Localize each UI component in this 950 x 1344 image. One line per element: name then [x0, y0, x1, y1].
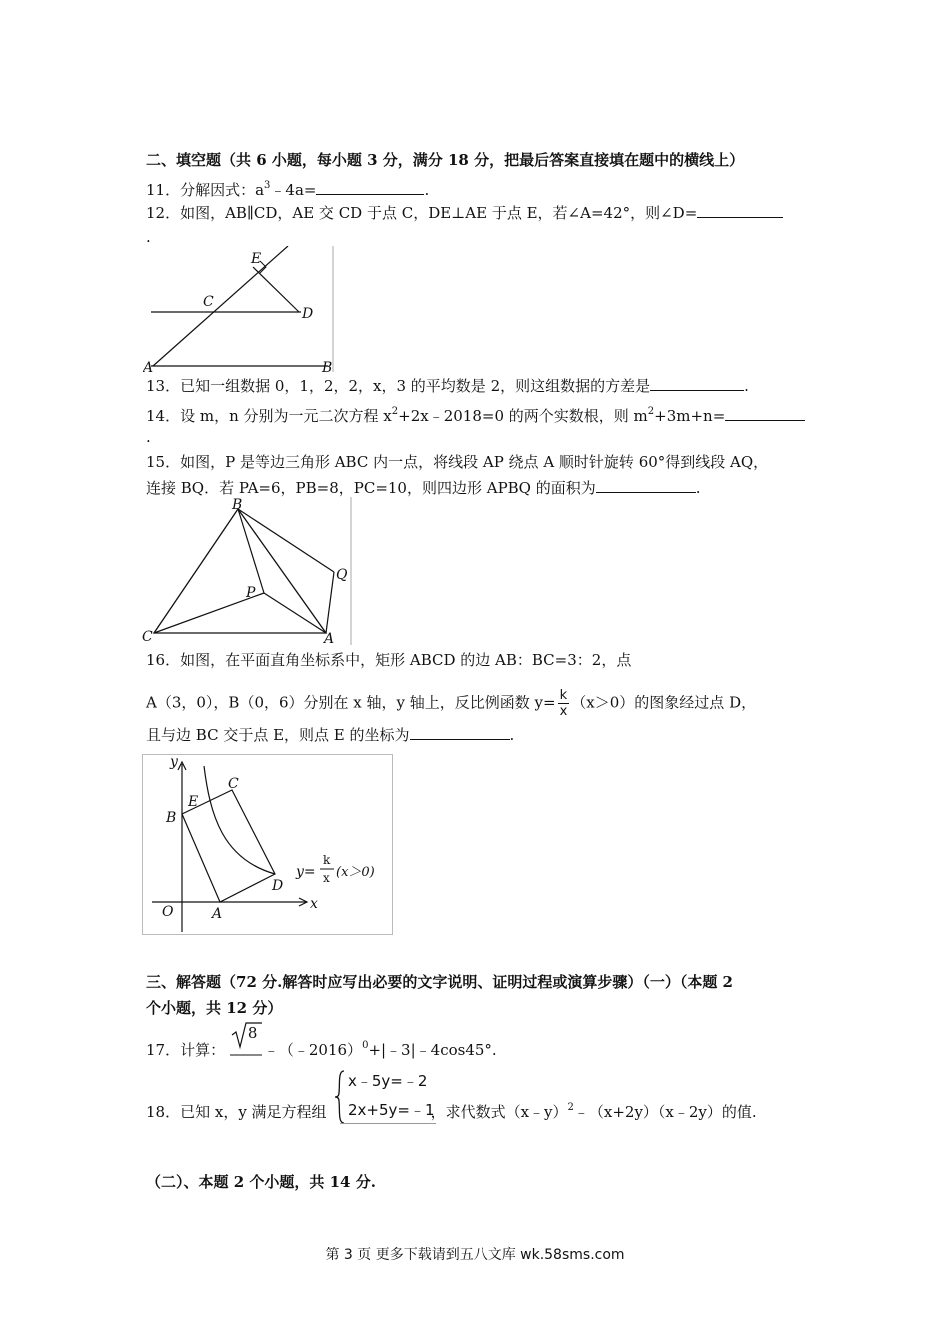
label-C: C — [142, 629, 153, 645]
sqrt-expression: 8 — [230, 1041, 264, 1061]
question-13: 13．已知一组数据 0，1，2，2，x，3 的平均数是 2，则这组数据的方差是 . — [146, 377, 749, 395]
answer-blank — [650, 376, 744, 391]
label-D: D — [302, 306, 314, 322]
label-B: B — [322, 360, 333, 372]
question-11: 11．分解因式：$a^3﹣4a=$ . — [146, 180, 430, 199]
label-x-axis: x — [310, 896, 318, 912]
label-E: E — [188, 794, 199, 810]
figure-q12-parallel-lines — [143, 246, 337, 372]
label-A: A — [324, 631, 335, 645]
label-D: D — [272, 878, 284, 894]
system-underline — [340, 1123, 436, 1124]
label-C: C — [203, 294, 214, 310]
equation-1: x﹣5y=﹣2 — [348, 1072, 428, 1090]
label-function-x: x — [323, 871, 330, 885]
figure-q16-coordinate-rectangle — [142, 754, 394, 936]
answer-blank — [410, 725, 510, 740]
section-heading-solutions-line2: 个小题，共 12 分） — [146, 999, 283, 1017]
label-P: P — [246, 585, 256, 601]
section-heading-solutions: 三、解答题（72 分.解答时应写出必要的文字说明、证明过程或演算步骤）（一）（本题 2 — [146, 973, 733, 991]
label-y-axis: y — [170, 754, 178, 770]
figure-q15-equilateral-triangle — [140, 497, 354, 645]
label-C: C — [228, 776, 239, 792]
brace-icon — [334, 1069, 346, 1125]
question-15-line1: 15．如图，P 是等边三角形 ABC 内一点，将线段 AP 绕点 A 顺时针旋转 60°得到线段 AQ， — [146, 453, 769, 471]
label-A: A — [143, 360, 154, 372]
question-16-line1: 16．如图，在平面直角坐标系中，矩形 ABCD 的边 AB：BC=3：2，点 — [146, 651, 632, 669]
fraction-k-over-x: $\frac{k}{x}$ — [559, 688, 568, 719]
page-footer: 第 3 页 更多下载请到五八文库 wk.58sms.com — [325, 1247, 625, 1263]
label-E: E — [251, 251, 262, 267]
equation-system — [334, 1069, 436, 1125]
label-B: B — [166, 810, 177, 826]
label-function-k: k — [323, 853, 331, 867]
part-two-heading: （二）、本题 2 个小题，共 14 分. — [146, 1173, 376, 1191]
label-function-domain: (x＞0) — [336, 865, 375, 880]
question-18: 18．已知 x，y 满足方程组 ，求代数式（x﹣y）$^2$﹣（x+2y）（x﹣2y）的值. — [146, 1102, 757, 1121]
question-14-period: . — [146, 428, 151, 446]
question-16-line2: A（3，0），B（0，6）分别在 x 轴，y 轴上，反比例函数 y= $\frac{k}{x}$ （x＞0）的图象经过点 D， — [146, 688, 757, 719]
answer-blank — [697, 203, 783, 218]
label-Q: Q — [336, 567, 348, 583]
question-17: 17．计算： 8 ﹣（﹣2016）$^0$+|﹣3|﹣4cos45°. — [146, 1036, 497, 1061]
section-heading-fill-in: 二、填空题（共 6 小题，每小题 3 分，满分 18 分，把最后答案直接填在题中的横线上） — [146, 151, 745, 169]
label-O: O — [162, 904, 174, 920]
question-12-period: . — [146, 228, 151, 246]
question-12: 12．如图，AB∥CD，AE 交 CD 于点 C，DE⊥AE 于点 E，若∠A=42°，则∠D= — [146, 203, 783, 223]
question-15-line2: 连接 BQ．若 PA=6，PB=8，PC=10，则四边形 APBQ 的面积为 . — [146, 479, 701, 497]
answer-blank — [596, 478, 696, 493]
answer-blank — [725, 406, 805, 421]
label-A: A — [212, 906, 223, 922]
equation-2: 2x+5y=﹣1 — [348, 1101, 435, 1119]
label-function-y: y= — [296, 864, 316, 880]
sqrt-symbol — [230, 1021, 264, 1061]
label-B: B — [232, 497, 243, 513]
answer-blank — [316, 180, 424, 195]
question-14: 14．设 m，n 分别为一元二次方程 $x^2+2x﹣2018=0$ 的两个实数根，则 $m^2+3m+n=$ — [146, 402, 805, 426]
question-16-line3: 且与边 BC 交于点 E，则点 E 的坐标为 . — [146, 726, 515, 744]
